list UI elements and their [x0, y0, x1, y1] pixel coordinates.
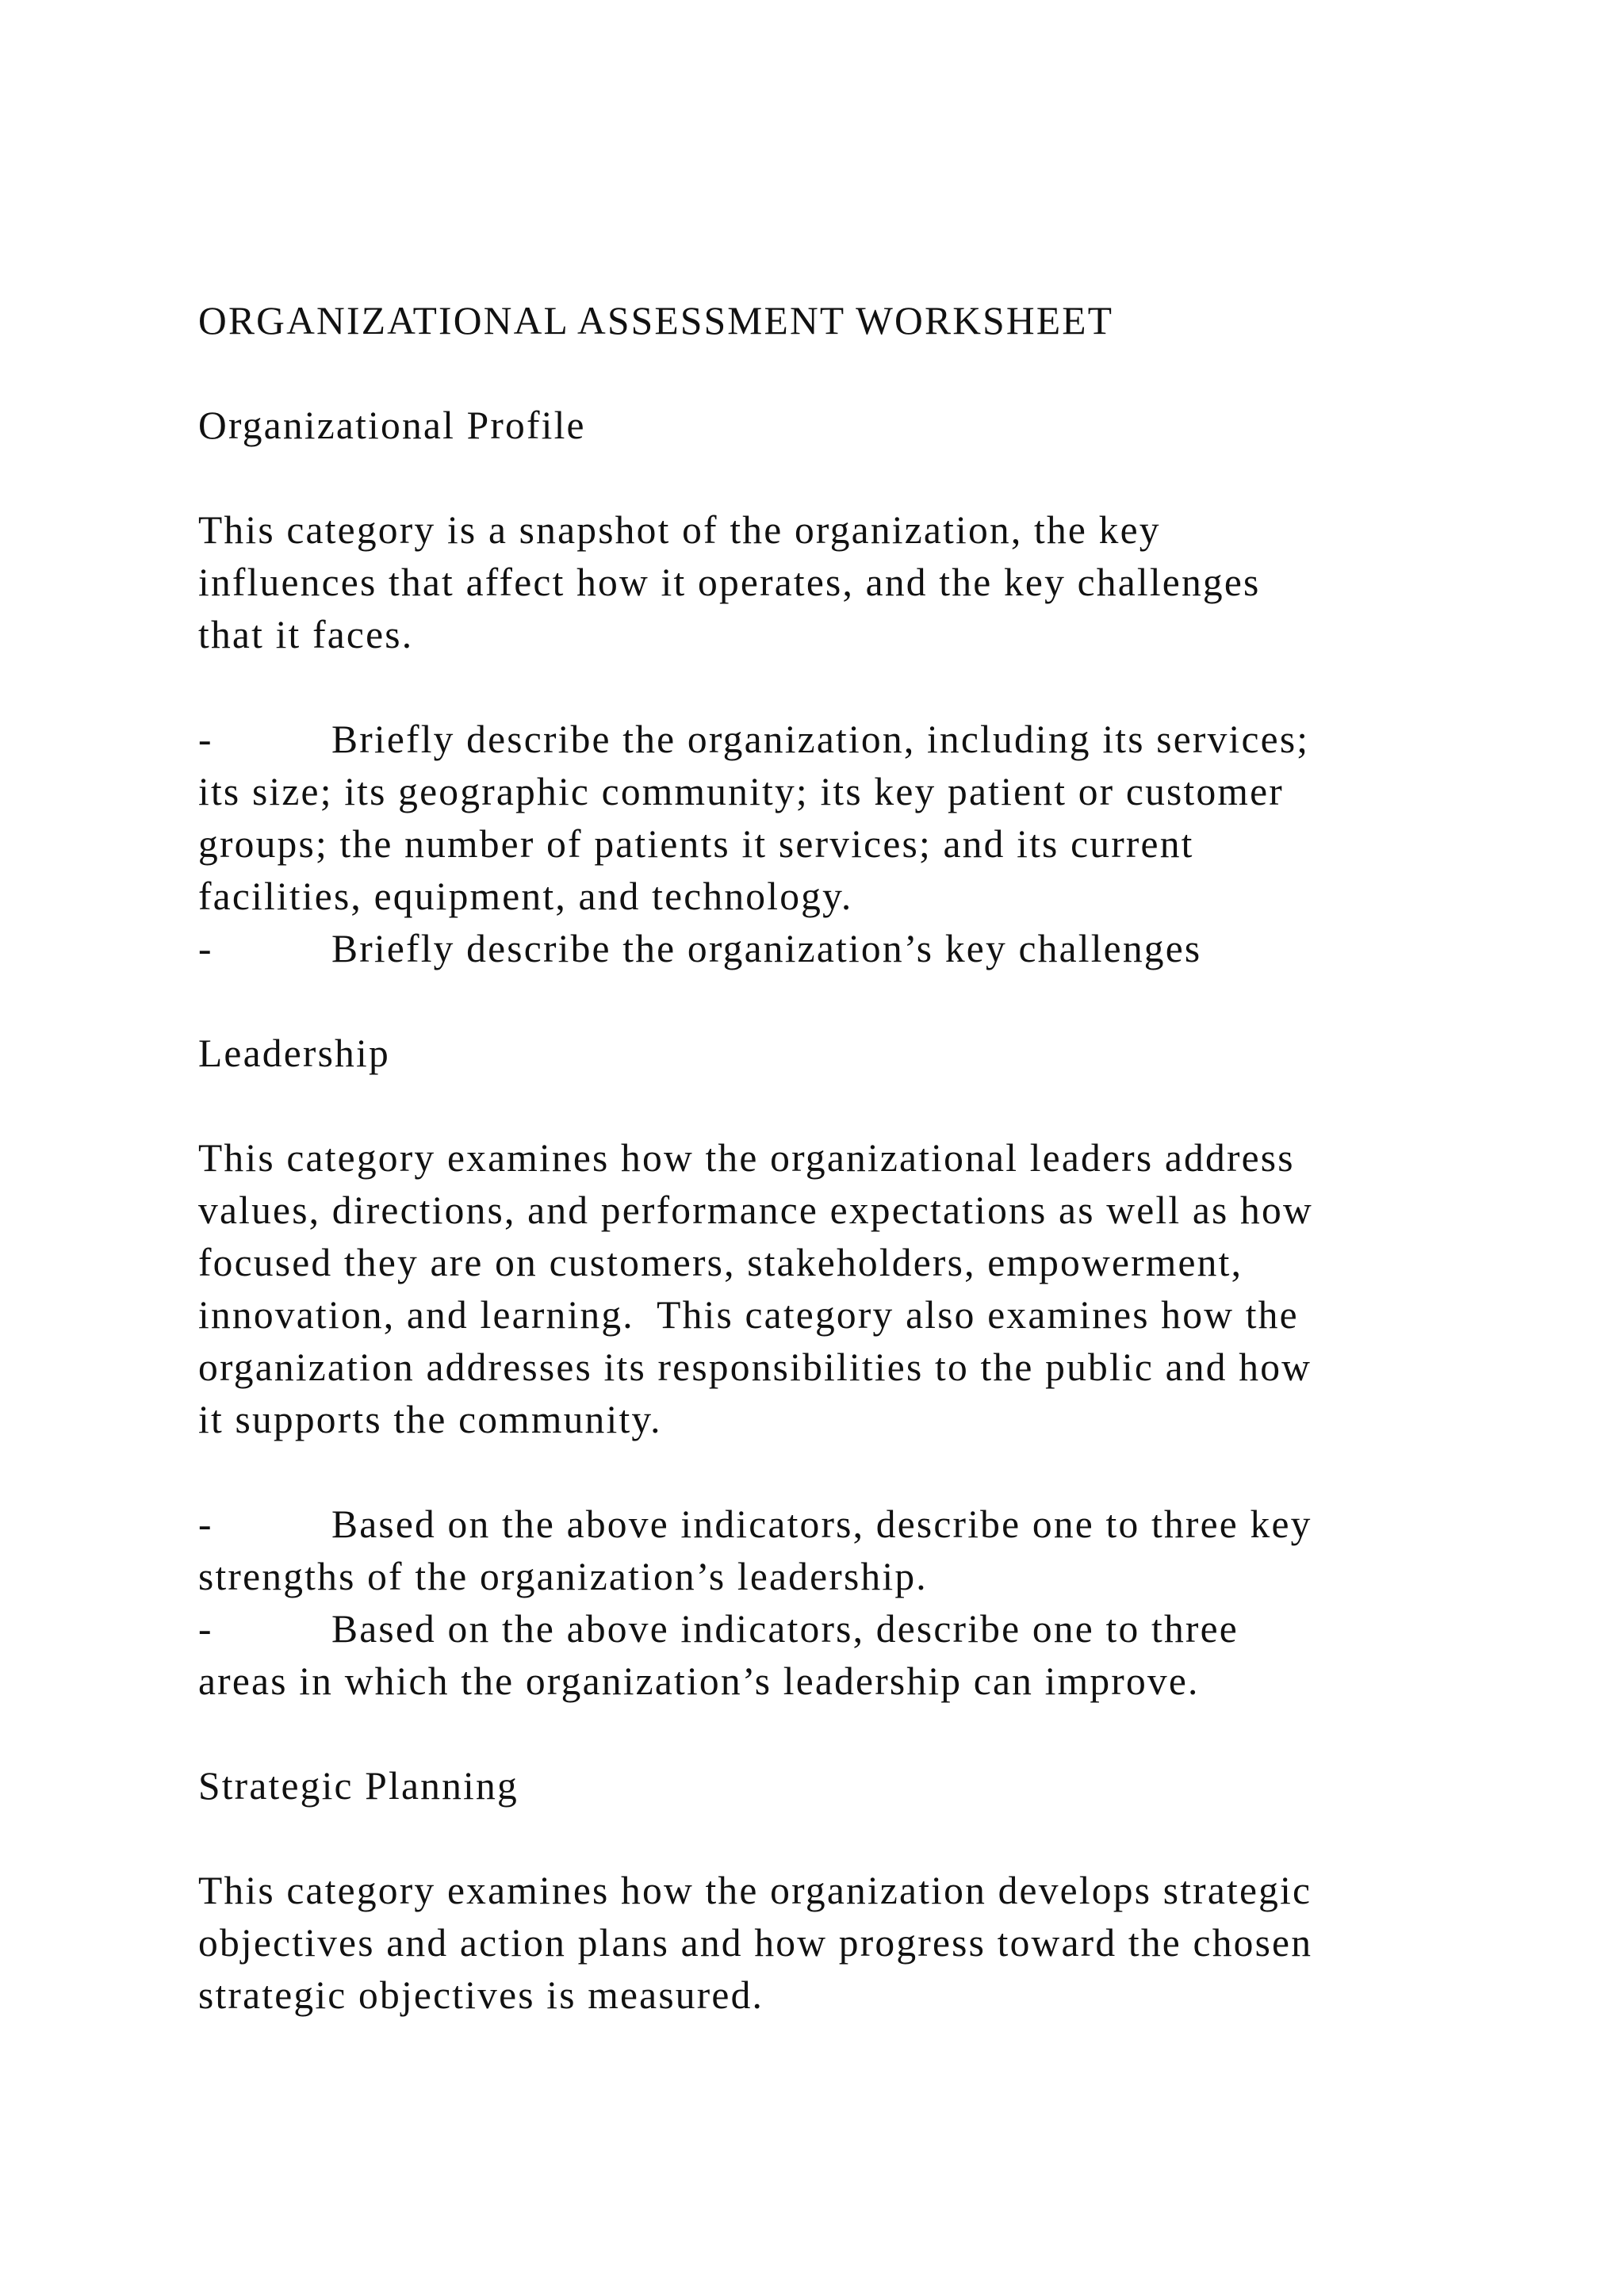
paragraph-line: This category examines how the organizational leaders address [198, 1136, 1295, 1180]
paragraph-line: that it faces. [198, 613, 414, 656]
bullet-first-line [198, 714, 1546, 766]
document-title: ORGANIZATIONAL ASSESSMENT WORKSHEET [198, 299, 1114, 342]
spacer [198, 1080, 1546, 1132]
section-heading-leadership: Leadership [198, 1031, 390, 1075]
bullet-item [198, 1498, 1546, 1603]
bullet-text: Based on the above indicators, describe one to three [331, 1607, 1239, 1651]
section-description-strategic-planning [198, 1865, 1546, 2022]
bullet-text: areas in which the organization’s leadership can improve. [198, 1659, 1200, 1703]
paragraph-line: organization addresses its responsibilities to the public and how [198, 1345, 1312, 1389]
paragraph-line: innovation, and learning. This category also examines how the [198, 1293, 1299, 1337]
bullet-text: Based on the above indicators, describe one to three key [331, 1502, 1312, 1546]
section-description-leadership [198, 1132, 1546, 1446]
spacer [198, 347, 1546, 400]
paragraph-line: This category is a snapshot of the organization, the key [198, 508, 1161, 552]
paragraph-line: focused they are on customers, stakeholders, empowerment, [198, 1241, 1243, 1284]
bullet-item [198, 1603, 1546, 1708]
bullet-text: groups; the number of patients it services; and its current [198, 822, 1194, 866]
bullet-text: facilities, equipment, and technology. [198, 874, 853, 918]
bullet-text: its size; its geographic community; its key patient or customer [198, 770, 1284, 813]
bullet-item [198, 714, 1546, 923]
dash-marker: - [198, 1502, 213, 1546]
bullet-text: Briefly describe the organization, including its services; [331, 718, 1310, 761]
spacer [198, 1708, 1546, 1760]
dash-marker: - [198, 718, 213, 761]
section-heading-strategic-planning: Strategic Planning [198, 1764, 519, 1808]
paragraph-line: strategic objectives is measured. [198, 1973, 764, 2017]
paragraph-line: This category examines how the organization develops strategic [198, 1869, 1312, 1912]
dash-marker: - [198, 1607, 213, 1651]
bullet-first-line [198, 1603, 1546, 1655]
bullet-text: strengths of the organization’s leadership. [198, 1555, 928, 1598]
bullet-text: Briefly describe the organization’s key challenges [331, 927, 1202, 970]
spacer [198, 661, 1546, 714]
paragraph-line: values, directions, and performance expectations as well as how [198, 1188, 1313, 1232]
dash-marker: - [198, 927, 213, 970]
paragraph-line: it supports the community. [198, 1398, 662, 1441]
bullet-first-line [198, 1498, 1546, 1551]
bullet-item [198, 923, 1546, 975]
bullet-first-line [198, 923, 1546, 975]
spacer [198, 452, 1546, 504]
document-page [198, 295, 1546, 2022]
spacer [198, 1812, 1546, 1865]
paragraph-line: objectives and action plans and how progress toward the chosen [198, 1921, 1313, 1965]
spacer [198, 1446, 1546, 1498]
spacer [198, 975, 1546, 1027]
paragraph-line: influences that affect how it operates, and the key challenges [198, 561, 1261, 604]
section-description-organizational-profile [198, 504, 1546, 661]
section-heading-organizational-profile: Organizational Profile [198, 404, 586, 447]
